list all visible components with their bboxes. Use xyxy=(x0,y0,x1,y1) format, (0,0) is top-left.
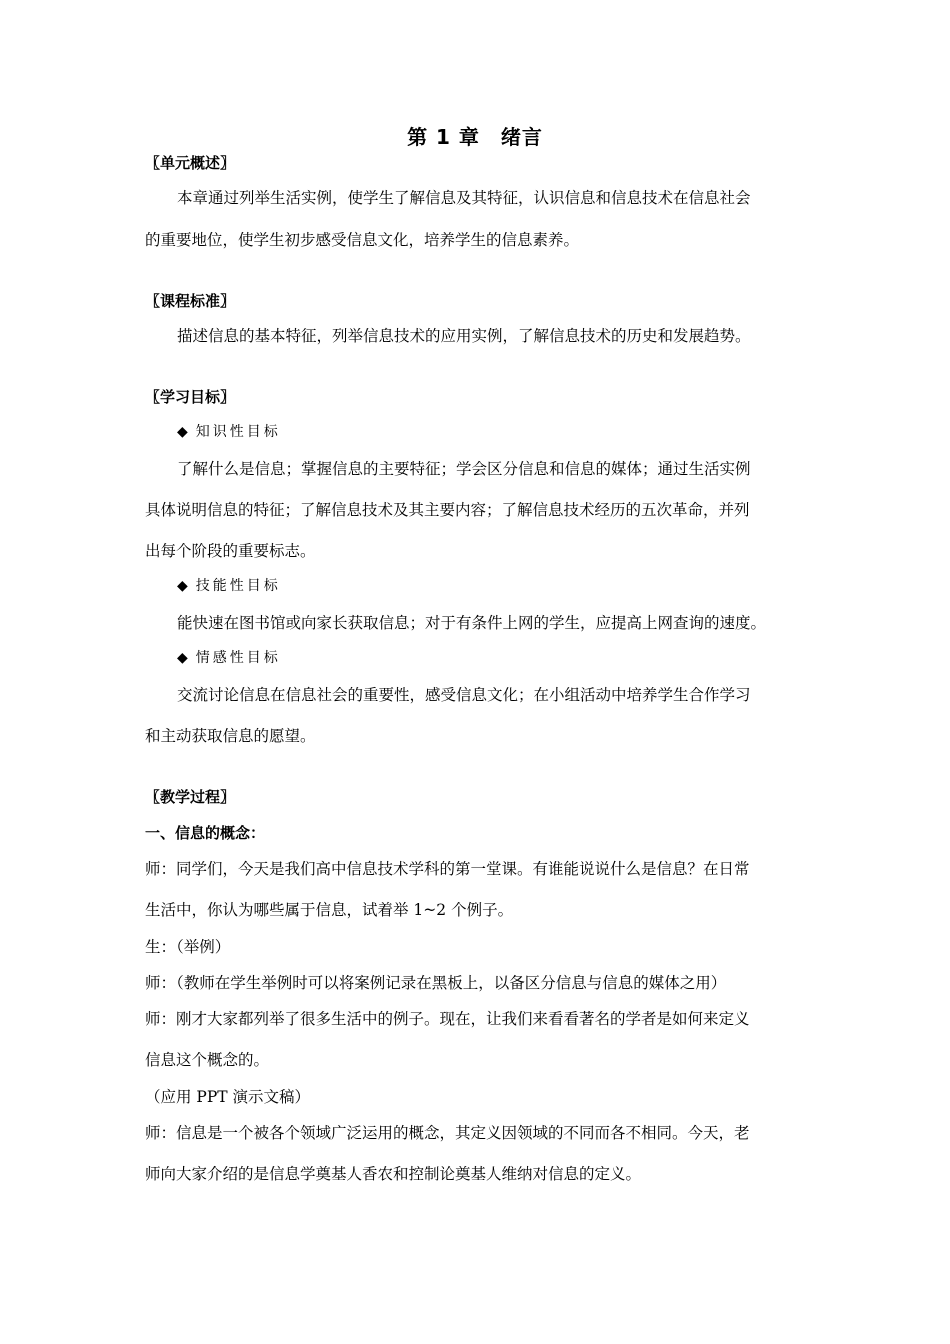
objective-knowledge-heading xyxy=(177,422,281,442)
section-heading-standard: 〖课程标准〗 xyxy=(145,292,236,310)
standard-line: 描述信息的基本特征，列举信息技术的应用实例，了解信息技术的历史和发展趋势。 xyxy=(177,327,751,345)
objective-skill-label: 技能性目标 xyxy=(195,578,281,594)
knowledge-line: 了解什么是信息；掌握信息的主要特征；学会区分信息和信息的媒体；通过生活实例 xyxy=(177,460,751,478)
diamond-bullet-icon: ◆ xyxy=(177,578,188,594)
process-subheading: 一、信息的概念： xyxy=(145,824,266,842)
overview-line: 的重要地位，使学生初步感受信息文化，培养学生的信息素养。 xyxy=(145,231,580,249)
process-line: 师：同学们，今天是我们高中信息技术学科的第一堂课。有谁能说说什么是信息？在日常 xyxy=(145,860,750,878)
knowledge-line: 出每个阶段的重要标志。 xyxy=(145,542,316,560)
process-line: 师向大家介绍的是信息学奠基人香农和控制论奠基人维纳对信息的定义。 xyxy=(145,1165,642,1183)
objective-emotion-heading xyxy=(177,648,281,668)
skill-line: 能快速在图书馆或向家长获取信息；对于有条件上网的学生，应提高上网查询的速度。 xyxy=(177,614,767,632)
process-line: 师：信息是一个被各个领域广泛运用的概念，其定义因领域的不同而各不相同。今天，老 xyxy=(145,1124,750,1142)
objective-skill-heading xyxy=(177,576,281,596)
emotion-line: 和主动获取信息的愿望。 xyxy=(145,727,316,745)
chapter-title: 第 1 章 绪言 xyxy=(407,125,543,149)
process-line: 生：（举例） xyxy=(145,938,231,956)
process-line: 信息这个概念的。 xyxy=(145,1051,270,1069)
emotion-line: 交流讨论信息在信息社会的重要性，感受信息文化；在小组活动中培养学生合作学习 xyxy=(177,686,751,704)
process-line: 师：（教师在学生举例时可以将案例记录在黑板上，以备区分信息与信息的媒体之用） xyxy=(145,974,727,992)
process-line: 师：刚才大家都列举了很多生活中的例子。现在，让我们来看看著名的学者是如何来定义 xyxy=(145,1010,750,1028)
section-heading-overview: 〖单元概述〗 xyxy=(145,154,236,172)
process-line: （应用 PPT 演示文稿） xyxy=(145,1088,311,1106)
objective-emotion-label: 情感性目标 xyxy=(195,650,281,666)
objective-knowledge-label: 知识性目标 xyxy=(195,424,281,440)
section-heading-objectives: 〖学习目标〗 xyxy=(145,388,236,406)
diamond-bullet-icon: ◆ xyxy=(177,424,188,440)
diamond-bullet-icon: ◆ xyxy=(177,650,188,666)
section-heading-process: 〖教学过程〗 xyxy=(145,788,236,806)
overview-line: 本章通过列举生活实例，使学生了解信息及其特征，认识信息和信息技术在信息社会 xyxy=(177,189,751,207)
knowledge-line: 具体说明信息的特征；了解信息技术及其主要内容；了解信息技术经历的五次革命，并列 xyxy=(145,501,750,519)
process-line: 生活中，你认为哪些属于信息，试着举 1~2 个例子。 xyxy=(145,901,514,919)
